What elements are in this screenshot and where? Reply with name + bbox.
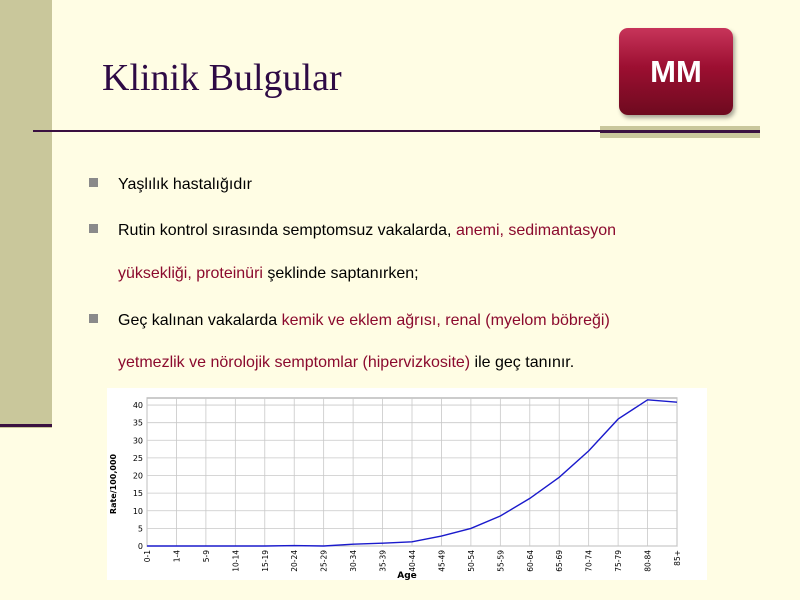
y-tick-label: 40 [132,401,143,411]
bullet-highlight-segment: kemik ve eklem ağrısı, renal (myelom böbreği) [281,312,610,329]
mm-logo-badge [619,28,733,115]
x-tick-label: 20-24 [290,550,300,572]
bullet-line [118,312,610,330]
chart-svg [107,388,707,580]
y-tick-label: 30 [132,436,143,446]
x-tick-label: 70-74 [584,550,594,572]
bullet-highlight-segment: anemi, sedimantasyon [455,222,617,239]
bullet-text-segment: ile geç tanınır. [470,354,575,371]
x-tick-label: 45-49 [437,550,447,572]
bullet-line [118,354,574,372]
bullet-text-segment: şeklinde saptanırken; [267,265,419,282]
bullet-line [118,265,419,283]
x-tick-label: 50-54 [466,550,476,572]
x-tick-label: 0-1 [143,550,152,563]
x-tick-labels [143,550,682,572]
bullet-text-segment: Rutin kontrol sırasında semptomsuz vakalarda, [118,222,456,239]
incidence-chart [107,388,707,580]
x-tick-label: 15-19 [260,550,270,572]
x-tick-label: 85+ [673,550,682,566]
title-divider-accent-line [600,130,760,133]
bullet-highlight-segment: yüksekliği, proteinüri [118,265,268,282]
y-tick-label: 20 [132,471,143,481]
bullet-square-icon [89,178,98,187]
x-tick-label: 75-79 [614,550,624,572]
y-tick-label: 25 [132,453,143,463]
y-tick-label: 0 [137,542,143,551]
left-decor-bar-edge [0,424,52,427]
y-axis-label: Rate/100,000 [109,453,118,515]
x-tick-label: 80-84 [643,550,653,572]
x-tick-label: 60-64 [525,550,535,572]
bullet-line [118,176,252,194]
x-tick-label: 35-39 [378,550,388,572]
x-tick-label: 55-59 [496,550,506,572]
bullet-text-segment: Yaşlılık hastalığıdır [118,176,252,193]
x-tick-label: 65-69 [555,550,565,572]
y-tick-label: 5 [137,524,143,534]
x-tick-label: 5-9 [201,550,211,563]
y-tick-labels [133,401,143,551]
badge-label: MM [650,54,702,89]
bullet-text-segment: Geç kalınan vakalarda [118,312,282,329]
x-tick-label: 25-29 [319,550,329,572]
x-tick-label: 30-34 [349,550,359,572]
x-axis-label: Age [397,571,417,580]
x-tick-label: 1-4 [172,550,182,563]
x-tick-label: 40-44 [408,550,417,572]
slide-title: Klinik Bulgular [102,57,342,99]
bullet-square-icon [89,314,98,323]
x-tick-label: 10-14 [231,550,241,572]
left-decor-bar [0,0,52,428]
bullet-line [118,222,616,240]
y-tick-label: 35 [132,418,143,428]
y-tick-label: 10 [132,506,143,516]
chart-grid [147,398,677,546]
bullet-highlight-segment: yetmezlik ve nörolojik semptomlar (hipervizkosite) [118,354,471,371]
bullet-square-icon [89,224,98,233]
y-tick-label: 15 [132,489,143,499]
